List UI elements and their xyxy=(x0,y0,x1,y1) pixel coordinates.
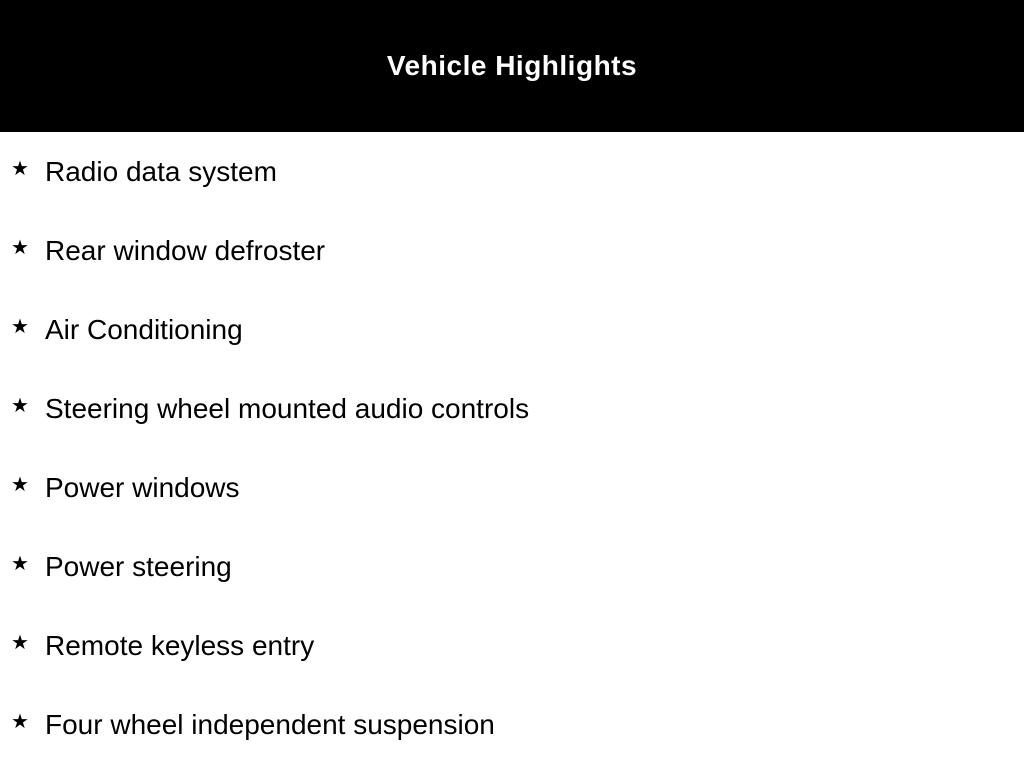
star-icon: ★ xyxy=(11,630,29,654)
feature-label: Radio data system xyxy=(45,156,277,187)
header-bar xyxy=(0,0,1024,132)
star-icon: ★ xyxy=(11,709,29,733)
star-icon: ★ xyxy=(11,156,29,180)
feature-label: Steering wheel mounted audio controls xyxy=(45,393,530,424)
feature-label: Air Conditioning xyxy=(45,314,243,345)
star-icon: ★ xyxy=(11,393,29,417)
feature-label: Rear window defroster xyxy=(45,235,326,266)
feature-label: Power windows xyxy=(45,472,240,503)
star-icon: ★ xyxy=(11,551,29,575)
star-icon: ★ xyxy=(11,235,29,259)
feature-label: Remote keyless entry xyxy=(45,630,315,661)
feature-label: Four wheel independent suspension xyxy=(45,709,495,740)
page-title: Vehicle Highlights xyxy=(386,50,638,81)
feature-label: Power steering xyxy=(45,551,232,582)
star-icon: ★ xyxy=(11,472,29,496)
star-icon: ★ xyxy=(11,314,29,338)
feature-list xyxy=(0,132,1024,768)
